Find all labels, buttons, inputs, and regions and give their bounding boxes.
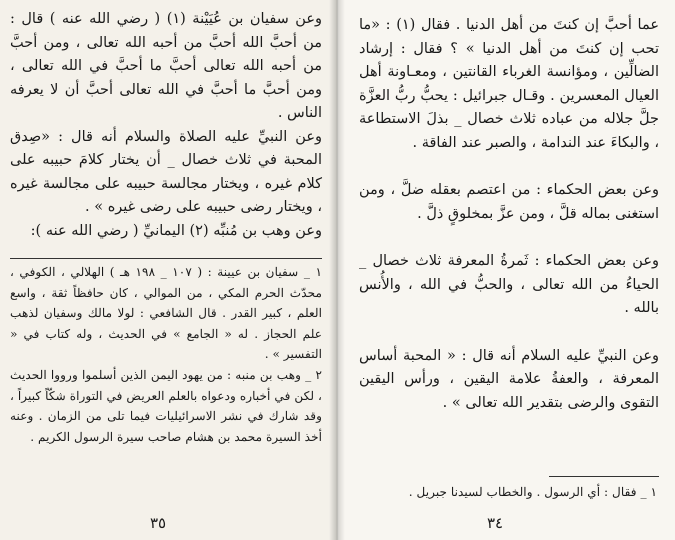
left-page-body	[10, 8, 322, 243]
right-page-number: ٣٤	[487, 514, 504, 532]
left-footnotes	[10, 262, 322, 447]
right-paragraph-1: عما أحبَّ إن كنتَ من أهل الدنيا . فقال (١) : «ما تحب إن كنتَ من أهل الدنيا » ؟ فقال : إرشاد الضالِّين ، ومؤانسة الغرباء القانتين ، ومعـاونة أهل العيال المعسرين . وقـال جبرائيل : يحبُّ ربُّ العزَّة جلَّ جلاله من عباده ثلاث خصال _ بذلَ الاستطاعة ، والبكاءَ عند الندامة ، والصبر عند الفاقة .	[359, 17, 659, 151]
book-gutter	[329, 0, 345, 540]
left-page-number: ٣٥	[150, 514, 167, 532]
footnote-divider	[549, 476, 659, 477]
right-paragraph-2: وعن بعض الحكماء : من اعتصم بعقله ضلَّ ، ومن استغنى بماله قلَّ ، ومن عزَّ بمخلوقٍ ذلَّ .	[359, 182, 659, 222]
left-paragraph-2: وعن النبيِّ عليه الصلاة والسلام أنه قال : «صِدق المحبة في ثلاث خصال _ أن يختار كلامَ حبيبه على كلام غيره ، ويختار مجالسة حبيبه على مجالسة غيره ، ويختار رضى حبيبه على رضى غيره » .	[10, 128, 322, 215]
right-page-body	[359, 14, 659, 415]
right-paragraph-3: وعن بعض الحكماء : ثَمرةُ المعرفة ثلاث خصال _ الحياءُ من الله تعالى ، والحبُّ في الله ، والأُنس بالله .	[359, 253, 659, 316]
left-page	[0, 0, 337, 540]
right-page	[337, 0, 675, 540]
footnote-divider	[10, 258, 322, 259]
left-paragraph-1: وعن سفيان بن عُيَيْنة (١) ( رضي الله عنه ) قال : من أحبَّ الله أحبَّ من أحبه الله تعالى ، ومن أحبَّ من أحبه الله تعالى أحبَّ ما أحبَّ في الله تعالى ، ومن أحبَّ ما أحبَّ في الله تعالى أحبَّ أن لا يعرفه الناس .	[10, 11, 322, 121]
footnote-2: ٢ _ وهب بن منبه : من يهود اليمن الذين أسلموا ورووا الحديث ، لكن في أخباره ودعواه بالعلم العريض في التوراة شكّاً كبيراً ، وقد شارك في نشر الاسرائيليات فيما تلى من الزمان . وعنه أخذ السيرة محمد بن هشام صاحب سيرة الرسول الكريم .	[10, 367, 322, 444]
left-paragraph-3: وعن وهب بن مُنبِّه (٢) اليمانيِّ ( رضي الله عنه ):	[30, 222, 322, 239]
footnote-1: ١ _ فقال : أي الرسول . والخطاب لسيدنا جبريل .	[408, 485, 657, 499]
footnote-1: ١ _ سفيان بن عيينة : ( ١٠٧ _ ١٩٨ هـ ) الهلالي ، الكوفي ، محدّث الحرم المكي ، من الموالي ، كان حافظاً ثقة ، واسع العلم ، كبير القدر . قال الشافعي : لولا مالك وسفيان لذهب علم الحجاز . له « الجامع » في الحديث ، وله كتاب في « التفسير » .	[10, 265, 323, 362]
right-paragraph-4: وعن النبيِّ عليه السلام أنه قال : « المحبة أساس المعرفة ، والعفةُ علامة اليقين ، ورأس اليقين التقوى والرضى بتقدير الله تعالى » .	[359, 347, 659, 411]
right-footnotes	[359, 482, 657, 503]
